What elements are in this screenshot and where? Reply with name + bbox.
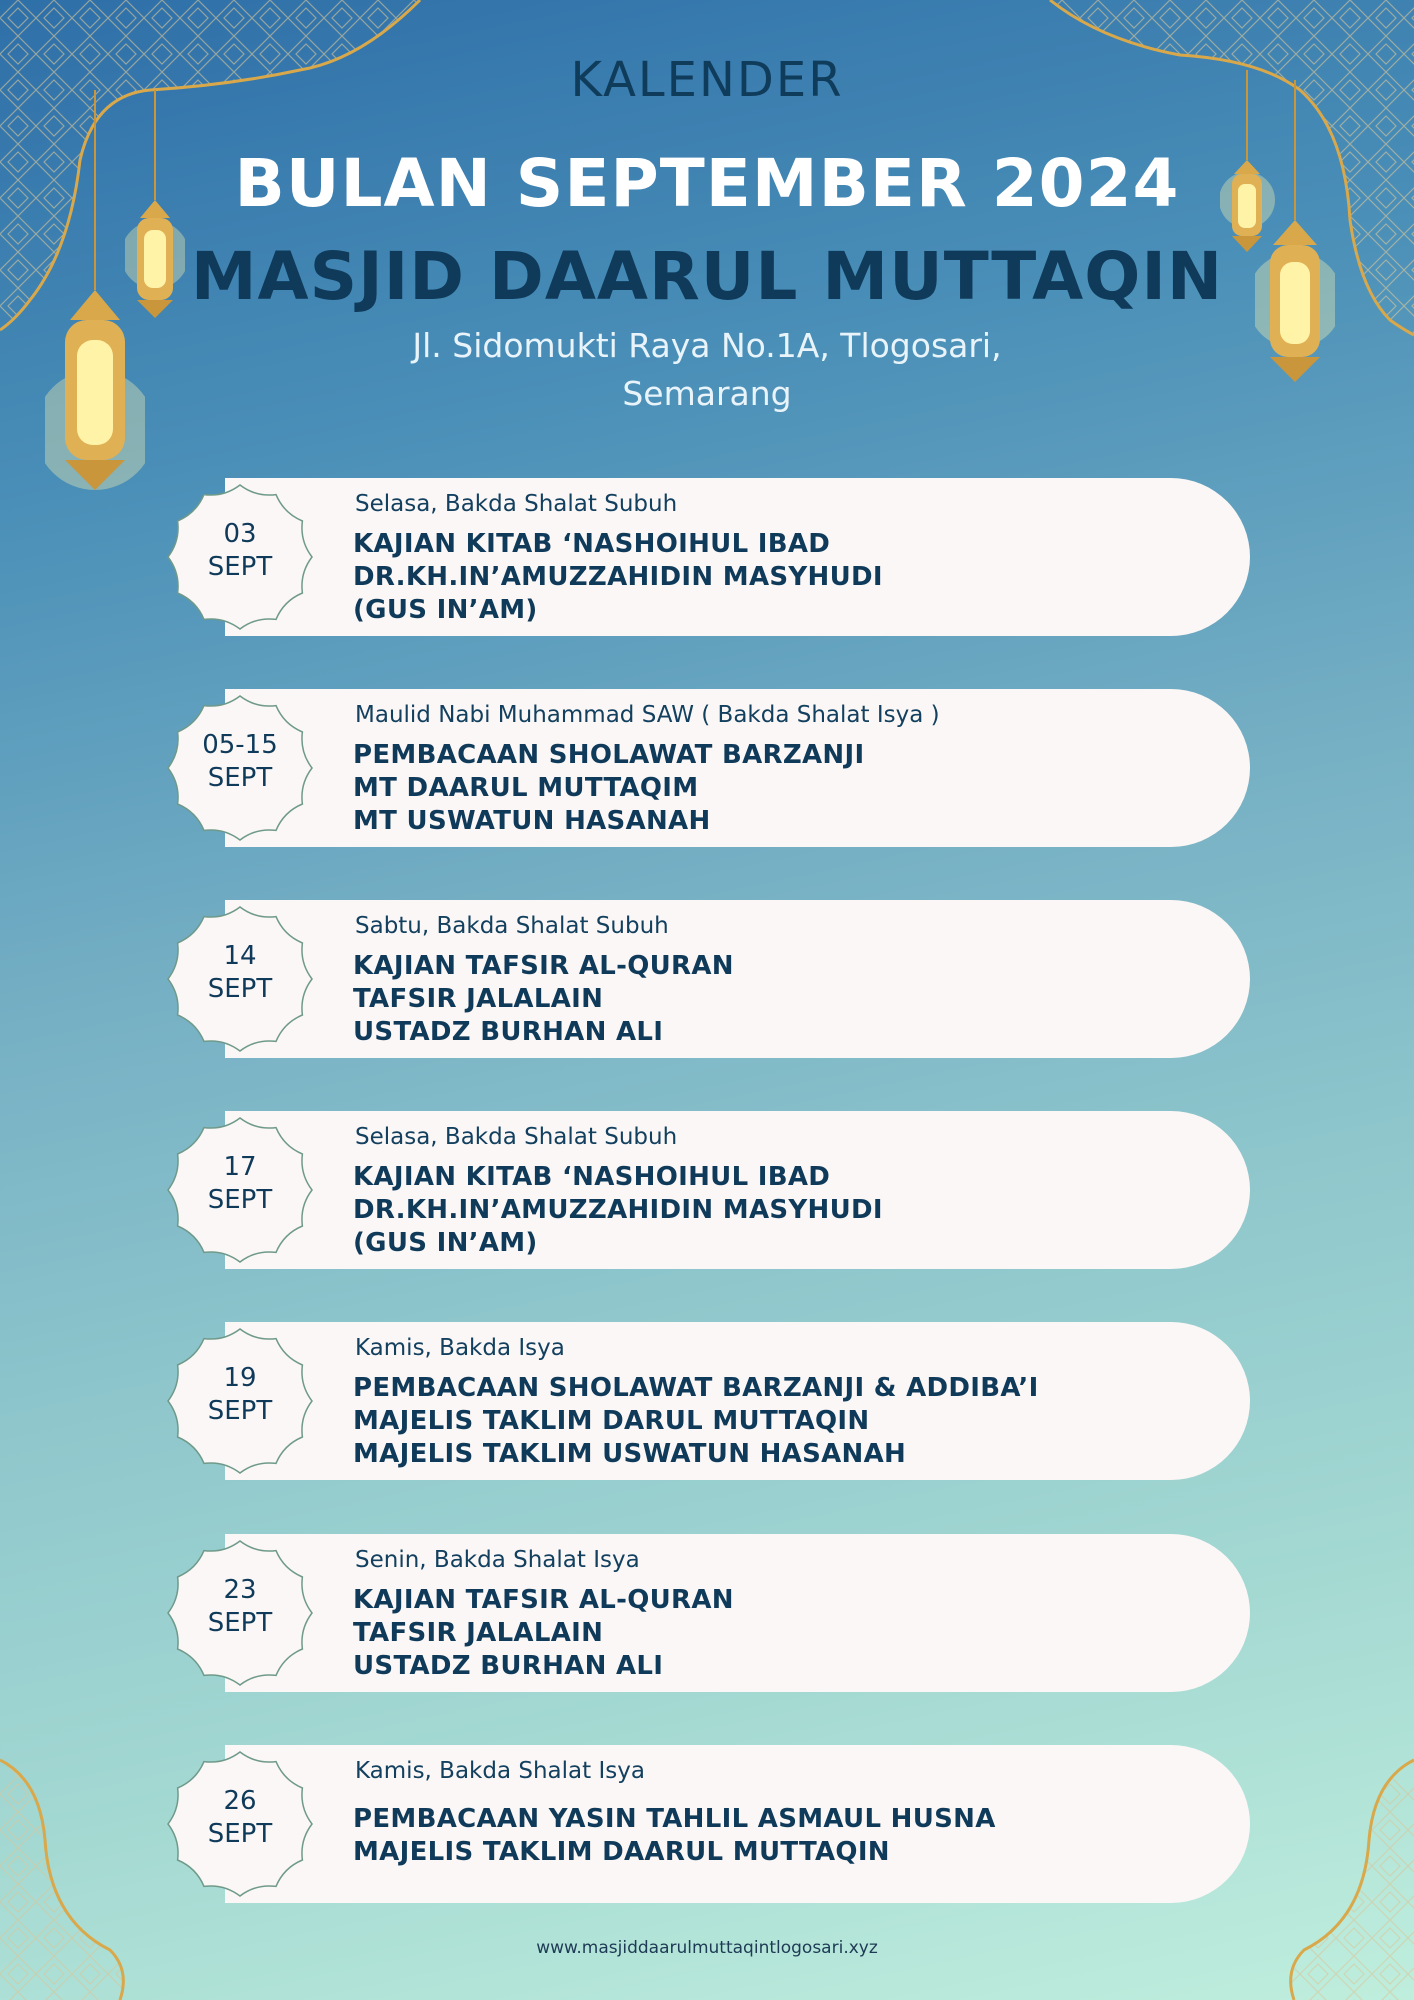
event-month: SEPT (207, 552, 273, 582)
event-date (165, 1151, 315, 1217)
bottom-right-ornament (1264, 1740, 1414, 2000)
event-details (353, 528, 883, 627)
header-mosque-name: MASJID DAARUL MUTTAQIN (190, 238, 1224, 315)
date-badge (165, 1322, 315, 1480)
event-card (165, 1322, 1250, 1482)
event-month: SEPT (207, 1396, 273, 1426)
date-badge (165, 1111, 315, 1269)
footer-website: www.masjiddaarulmuttaqintlogosari.xyz (536, 1938, 878, 1958)
event-card (165, 478, 1250, 638)
event-date (165, 940, 315, 1006)
header-month-title: BULAN SEPTEMBER 2024 (234, 145, 1180, 222)
date-badge (165, 1534, 315, 1692)
event-month: SEPT (207, 763, 273, 793)
event-detail-line: (GUS IN’AM) (353, 1228, 538, 1258)
event-detail-line: MT DAARUL MUTTAQIM (353, 773, 699, 803)
event-day: 23 (223, 1575, 257, 1605)
event-detail-line: DR.KH.IN’AMUZZAHIDIN MASYHUDI (353, 1195, 883, 1225)
event-day: 26 (223, 1786, 257, 1816)
event-detail-line: TAFSIR JALALAIN (353, 984, 604, 1014)
bottom-left-ornament (0, 1740, 150, 2000)
event-detail-line: KAJIAN TAFSIR AL-QURAN (353, 1585, 734, 1615)
event-details (353, 739, 864, 838)
event-card (165, 900, 1250, 1060)
date-badge (165, 1745, 315, 1903)
event-card (165, 689, 1250, 849)
date-badge (165, 478, 315, 636)
event-month: SEPT (207, 974, 273, 1004)
header-address-line2: Semarang (622, 374, 792, 413)
event-day: 19 (223, 1363, 257, 1393)
date-badge (165, 900, 315, 1058)
header-kalender: KALENDER (570, 52, 844, 108)
event-detail-line: PEMBACAAN YASIN TAHLIL ASMAUL HUSNA (353, 1804, 996, 1834)
event-month: SEPT (207, 1185, 273, 1215)
event-day: 17 (223, 1152, 257, 1182)
event-detail-line: USTADZ BURHAN ALI (353, 1651, 664, 1681)
event-detail-line: MAJELIS TAKLIM DAARUL MUTTAQIN (353, 1837, 890, 1867)
event-detail-line: PEMBACAAN SHOLAWAT BARZANJI & ADDIBA’I (353, 1373, 1039, 1403)
event-day: 14 (223, 941, 257, 971)
event-month: SEPT (207, 1608, 273, 1638)
event-detail-line: TAFSIR JALALAIN (353, 1618, 604, 1648)
event-subtitle: Selasa, Bakda Shalat Subuh (355, 1124, 678, 1150)
event-detail-line: KAJIAN KITAB ‘NASHOIHUL IBAD (353, 529, 831, 559)
event-detail-line: PEMBACAAN SHOLAWAT BARZANJI (353, 740, 865, 770)
event-date (165, 729, 315, 795)
event-detail-line: USTADZ BURHAN ALI (353, 1017, 664, 1047)
event-details (353, 1161, 883, 1260)
event-day: 03 (223, 519, 257, 549)
event-details (353, 950, 734, 1049)
event-subtitle: Selasa, Bakda Shalat Subuh (355, 491, 678, 517)
event-details (353, 1584, 734, 1683)
event-subtitle: Sabtu, Bakda Shalat Subuh (355, 913, 669, 939)
event-card (165, 1111, 1250, 1271)
event-date (165, 1785, 315, 1851)
event-detail-line: DR.KH.IN’AMUZZAHIDIN MASYHUDI (353, 562, 883, 592)
event-date (165, 1362, 315, 1428)
event-card (165, 1745, 1250, 1905)
date-badge (165, 689, 315, 847)
event-subtitle: Maulid Nabi Muhammad SAW ( Bakda Shalat Isya ) (355, 702, 940, 728)
event-card (165, 1534, 1250, 1694)
event-detail-line: (GUS IN’AM) (353, 595, 538, 625)
event-detail-line: MAJELIS TAKLIM USWATUN HASANAH (353, 1439, 907, 1469)
event-detail-line: KAJIAN TAFSIR AL-QURAN (353, 951, 734, 981)
event-details (353, 1372, 1039, 1471)
event-date (165, 518, 315, 584)
event-detail-line: MT USWATUN HASANAH (353, 806, 711, 836)
event-details (353, 1803, 996, 1869)
header-address-line1: Jl. Sidomukti Raya No.1A, Tlogosari, (412, 326, 1002, 365)
event-subtitle: Senin, Bakda Shalat Isya (355, 1547, 640, 1573)
event-detail-line: MAJELIS TAKLIM DARUL MUTTAQIN (353, 1406, 870, 1436)
event-subtitle: Kamis, Bakda Shalat Isya (355, 1758, 645, 1784)
event-detail-line: KAJIAN KITAB ‘NASHOIHUL IBAD (353, 1162, 831, 1192)
event-subtitle: Kamis, Bakda Isya (355, 1335, 565, 1361)
event-date (165, 1574, 315, 1640)
event-day: 05-15 (202, 730, 278, 760)
event-month: SEPT (207, 1819, 273, 1849)
